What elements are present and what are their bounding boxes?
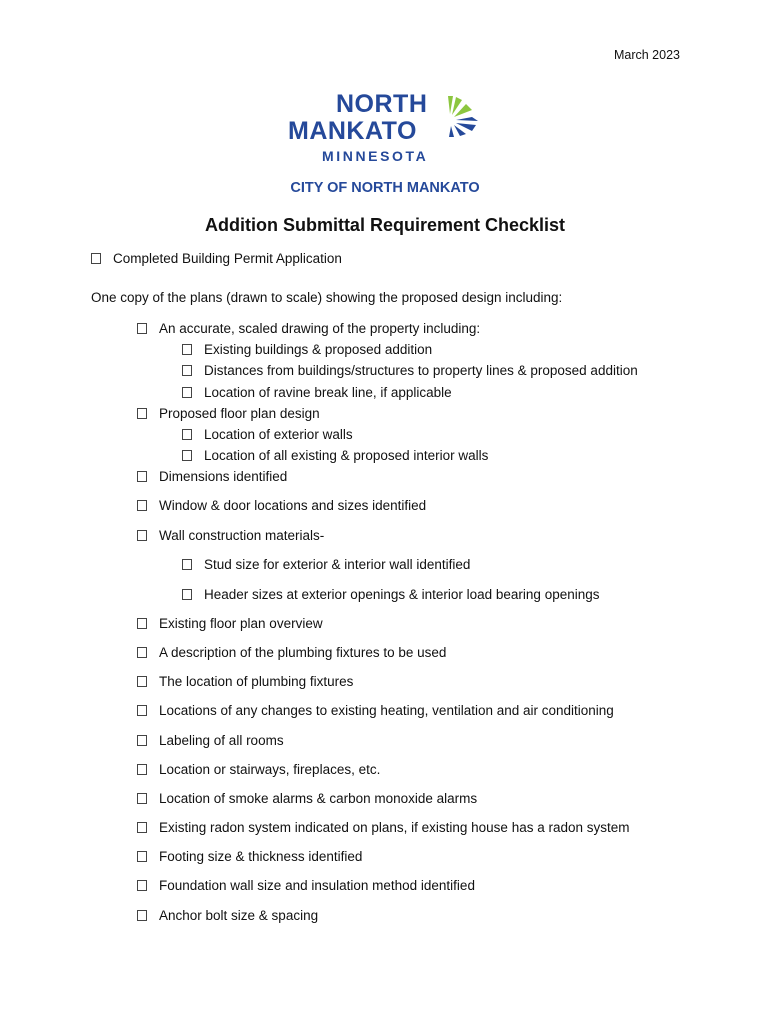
checkbox[interactable] [137, 910, 147, 921]
checklist-item[interactable] [137, 909, 318, 923]
checkbox[interactable] [137, 851, 147, 862]
checklist-item[interactable] [137, 879, 475, 893]
checklist-item-label: Locations of any changes to existing heating, ventilation and air conditioning [159, 703, 614, 718]
checkbox[interactable] [182, 450, 192, 461]
checklist-item[interactable] [137, 821, 630, 835]
checklist-item[interactable] [137, 850, 362, 864]
checklist-item-label: Proposed floor plan design [159, 406, 320, 421]
checklist-subitem[interactable] [182, 364, 638, 378]
city-logo [288, 90, 488, 168]
checkbox[interactable] [137, 408, 147, 419]
logo-line-mankato: MANKATO [288, 117, 417, 145]
checkbox[interactable] [137, 705, 147, 716]
checkbox[interactable] [137, 764, 147, 775]
checklist-item-label: Stud size for exterior & interior wall identified [204, 557, 471, 572]
checkbox[interactable] [137, 735, 147, 746]
checklist-item-label: Dimensions identified [159, 469, 288, 484]
checklist-item[interactable] [137, 675, 353, 689]
checklist-item[interactable] [137, 734, 284, 748]
document-date: March 2023 [613, 48, 680, 62]
checklist-item-label: Footing size & thickness identified [159, 849, 363, 864]
checkbox[interactable] [182, 344, 192, 355]
checkbox[interactable] [137, 618, 147, 629]
checkbox[interactable] [182, 559, 192, 570]
plans-intro: One copy of the plans (drawn to scale) showing the proposed design including: [91, 290, 563, 305]
checklist-subitem[interactable] [182, 449, 488, 463]
checkbox[interactable] [182, 589, 192, 600]
checklist-item-label: Location or stairways, fireplaces, etc. [159, 762, 381, 777]
checkbox[interactable] [137, 676, 147, 687]
checklist-item-application[interactable] [91, 252, 342, 266]
checklist-subitem[interactable] [182, 343, 432, 357]
logo-line-minnesota: MINNESOTA [322, 148, 429, 164]
checkbox[interactable] [137, 822, 147, 833]
checkbox[interactable] [182, 387, 192, 398]
checklist-item-label: Distances from buildings/structures to property lines & proposed addition [204, 363, 638, 378]
checklist-item-label: The location of plumbing fixtures [159, 674, 354, 689]
checklist-item[interactable] [137, 792, 477, 806]
checkbox[interactable] [137, 323, 147, 334]
city-name: CITY OF NORTH MANKATO [290, 180, 480, 196]
checkbox[interactable] [182, 365, 192, 376]
checklist-item-label: Existing buildings & proposed addition [204, 342, 433, 357]
checklist-item-label: Window & door locations and sizes identified [159, 498, 427, 513]
checklist-item-label: Existing floor plan overview [159, 616, 323, 631]
logo-sunburst-icon [442, 94, 482, 140]
checklist-item[interactable] [137, 704, 614, 718]
page-title: Addition Submittal Requirement Checklist [204, 215, 566, 235]
checklist-item[interactable] [137, 499, 426, 513]
checkbox[interactable] [137, 500, 147, 511]
checklist-item-label: Location of ravine break line, if applicable [204, 385, 452, 400]
checklist-item[interactable] [137, 407, 320, 421]
checklist-item-label: Anchor bolt size & spacing [159, 908, 319, 923]
checklist-item-label: Existing radon system indicated on plans, if existing house has a radon system [159, 820, 630, 835]
checklist-item-label: Completed Building Permit Application [113, 251, 342, 266]
checklist-subitem[interactable] [182, 386, 452, 400]
checklist-item-label: Labeling of all rooms [159, 733, 284, 748]
checklist-item[interactable] [137, 763, 380, 777]
checklist-item[interactable] [137, 617, 323, 631]
checklist-item-label: Header sizes at exterior openings & interior load bearing openings [204, 587, 600, 602]
checklist-item-label: A description of the plumbing fixtures to be used [159, 645, 447, 660]
checklist-item-label: An accurate, scaled drawing of the property including: [159, 321, 481, 336]
checkbox[interactable] [182, 429, 192, 440]
checkbox[interactable] [91, 253, 101, 264]
checklist-subitem[interactable] [182, 588, 600, 602]
checklist-item-label: Location of all existing & proposed interior walls [204, 448, 489, 463]
checklist-item-label: Location of exterior walls [204, 427, 353, 442]
checklist-item[interactable] [137, 529, 324, 543]
checklist-item-label: Wall construction materials- [159, 528, 325, 543]
checkbox[interactable] [137, 880, 147, 891]
checklist-subitem[interactable] [182, 558, 470, 572]
checklist-item[interactable] [137, 470, 287, 484]
checkbox[interactable] [137, 530, 147, 541]
checkbox[interactable] [137, 793, 147, 804]
checklist-item[interactable] [137, 322, 480, 336]
logo-line-north: NORTH [336, 90, 428, 118]
checkbox[interactable] [137, 471, 147, 482]
checklist-item-label: Foundation wall size and insulation method identified [159, 878, 475, 893]
checkbox[interactable] [137, 647, 147, 658]
checklist-subitem[interactable] [182, 428, 353, 442]
checklist-item[interactable] [137, 646, 446, 660]
checklist-item-label: Location of smoke alarms & carbon monoxide alarms [159, 791, 478, 806]
